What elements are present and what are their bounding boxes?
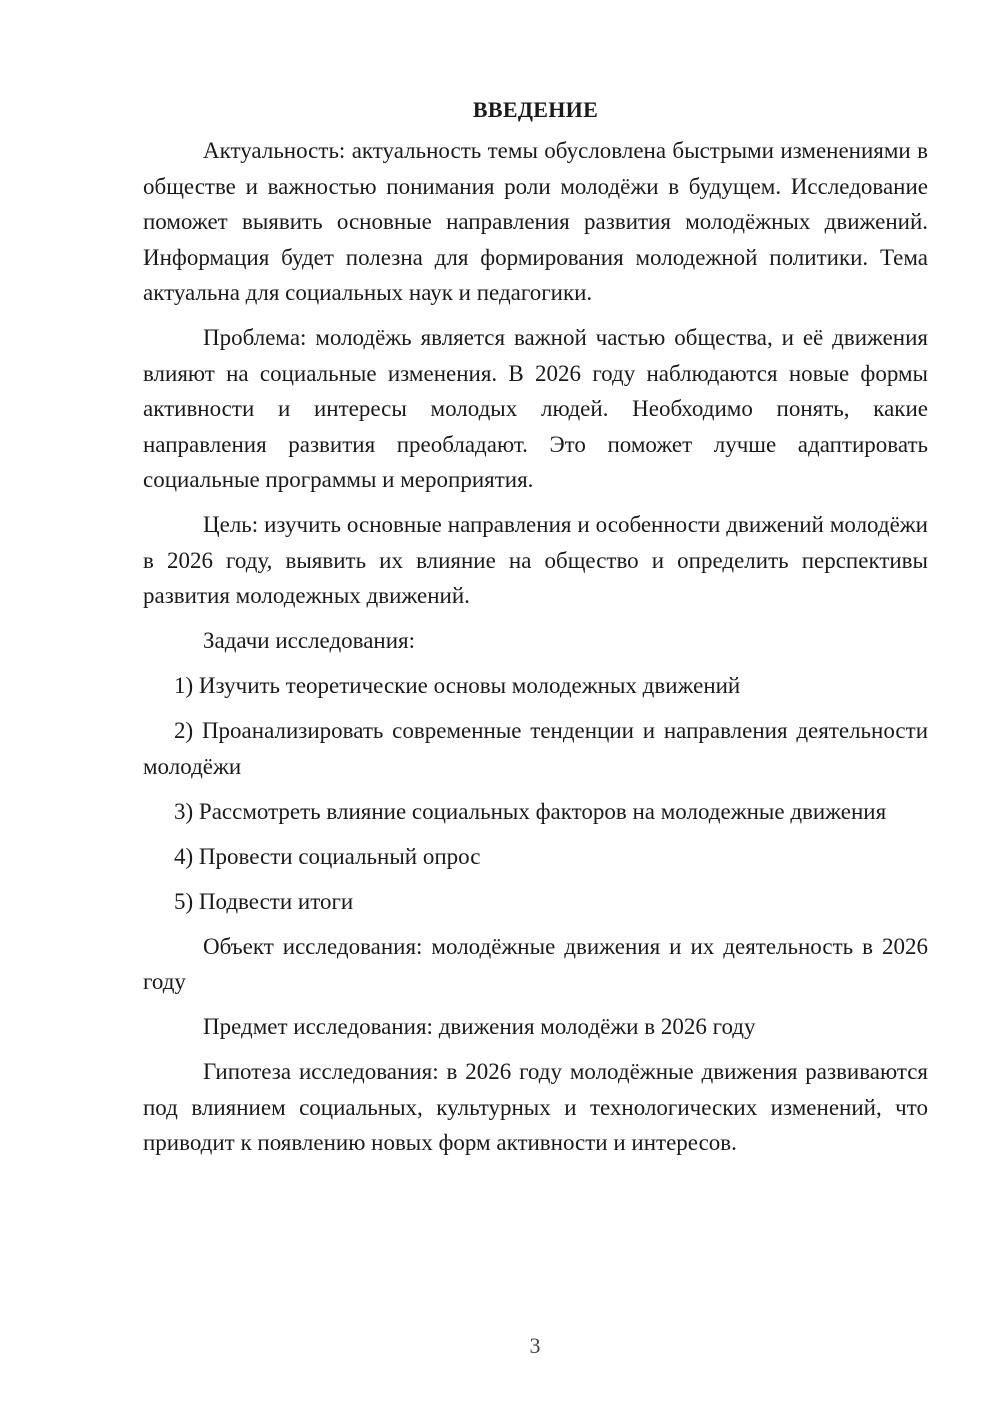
tasks-list xyxy=(143,668,928,919)
problem-paragraph: Проблема: молодёжь является важной частью общества, и её движения влияют на социальные изменения. В 2026 году наблюдаются новые формы активности и интересы молодых людей. Необходимо понять, какие направления развития преобладают. Это поможет лучше адаптировать социальные программы и мероприятия. xyxy=(143,325,928,492)
document-page xyxy=(143,95,928,1170)
goal-paragraph: Цель: изучить основные направления и особенности движений молодёжи в 2026 году, выявить их влияние на общество и определить перспективы развития молодежных движений. xyxy=(143,512,928,608)
list-item: 2) Проанализировать современные тенденции и направления деятельности молодёжи xyxy=(143,718,928,779)
hypothesis-paragraph: Гипотеза исследования: в 2026 году молодёжные движения развиваются под влиянием социальных, культурных и технологических изменений, что приводит к появлению новых форм активности и интересов. xyxy=(143,1059,928,1155)
relevance-paragraph: Актуальность: актуальность темы обусловлена быстрыми изменениями в обществе и важностью понимания роли молодёжи в будущем. Исследование поможет выявить основные направления развития молодёжных движений. Информация будет полезна для формирования молодежной политики. Тема актуальна для социальных наук и педагогики. xyxy=(143,138,928,305)
object-paragraph: Объект исследования: молодёжные движения и их деятельность в 2026 году xyxy=(143,933,928,994)
list-item: 5) Подвести итоги xyxy=(174,888,354,914)
tasks-heading: Задачи исследования: xyxy=(203,628,416,653)
section-title: ВВЕДЕНИЕ xyxy=(472,97,599,122)
page-number: 3 xyxy=(529,1333,541,1358)
list-item: 1) Изучить теоретические основы молодежных движений xyxy=(174,673,741,698)
list-item: 3) Рассмотреть влияние социальных факторов на молодежные движения xyxy=(174,798,887,824)
list-item: 4) Провести социальный опрос xyxy=(174,843,481,869)
subject-paragraph: Предмет исследования: движения молодёжи в 2026 году xyxy=(203,1014,756,1039)
